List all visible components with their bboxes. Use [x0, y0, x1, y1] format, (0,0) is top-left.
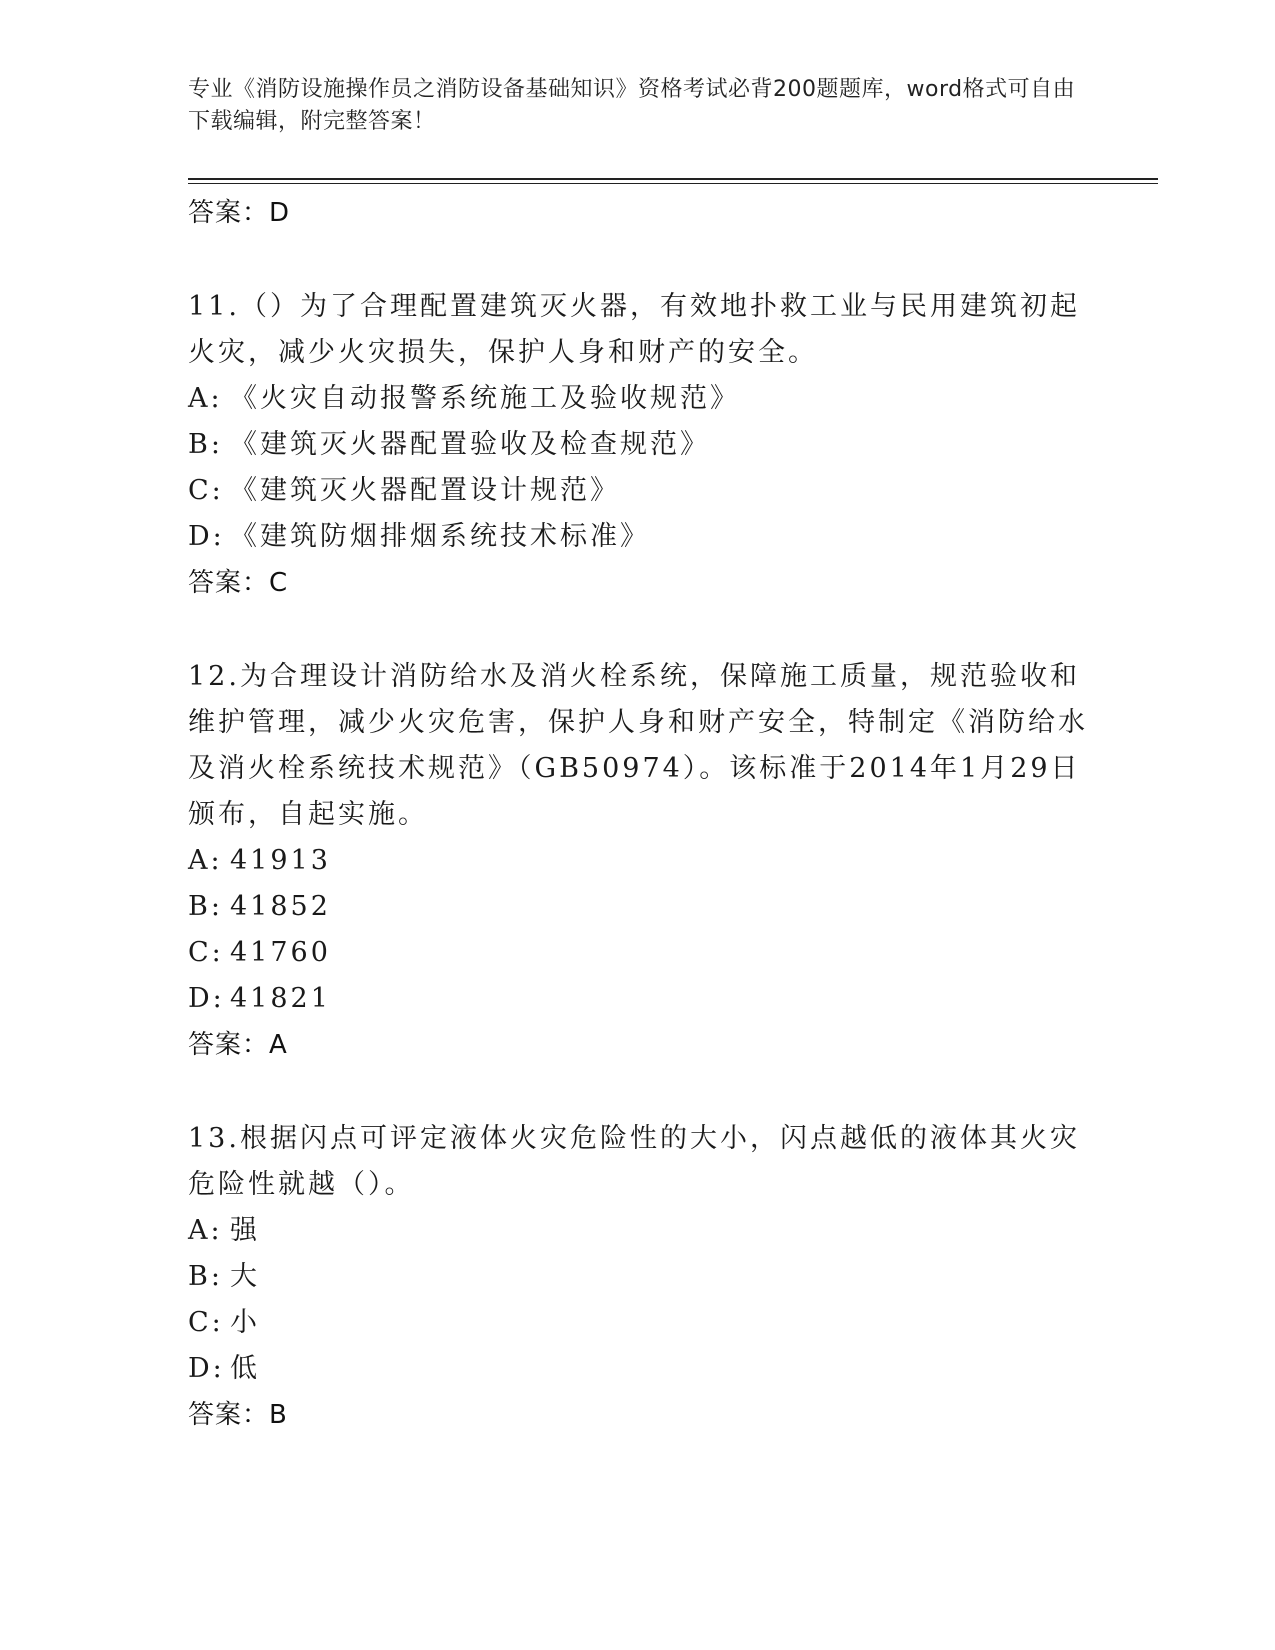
option-text: 《建筑灭火器配置设计规范》	[230, 475, 620, 506]
option-c	[188, 930, 1088, 976]
previous-answer: 答案：D	[188, 198, 291, 228]
option-a	[188, 376, 1088, 422]
question-text: 11.（）为了合理配置建筑灭火器，有效地扑救工业与民用建筑初起火灾，减少火灾损失，保护人身和财产的安全。	[188, 291, 1080, 368]
option-letter: C:	[188, 475, 224, 506]
question-11	[188, 284, 1088, 606]
option-b	[188, 1254, 1088, 1300]
option-letter: D:	[188, 521, 225, 552]
answer-line: 答案：C	[188, 568, 289, 598]
option-letter: A:	[188, 845, 223, 876]
option-letter: A:	[188, 1215, 223, 1246]
answer-line: 答案：B	[188, 1400, 288, 1430]
option-letter: C:	[188, 937, 224, 968]
option-a	[188, 838, 1088, 884]
option-a	[188, 1208, 1088, 1254]
option-b	[188, 422, 1088, 468]
option-text: 《建筑灭火器配置验收及检查规范》	[230, 429, 710, 460]
header-divider-thin	[188, 183, 1158, 184]
option-letter: B:	[188, 1261, 223, 1292]
document-header: 专业《消防设施操作员之消防设备基础知识》资格考试必背200题题库，word格式可自由下载编辑，附完整答案！	[188, 77, 1076, 134]
option-letter: C:	[188, 1307, 224, 1338]
option-c	[188, 468, 1088, 514]
option-letter: D:	[188, 1353, 225, 1384]
question-text: 12.为合理设计消防给水及消火栓系统，保障施工质量，规范验收和维护管理，减少火灾危害，保护人身和财产安全，特制定《消防给水及消火栓系统技术规范》（GB50974）。该标准于2014年1月29日颁布，自起实施。	[188, 661, 1088, 830]
option-text: 41852	[230, 891, 331, 922]
option-d	[188, 1346, 1088, 1392]
questions-content	[188, 190, 1088, 1438]
option-text: 《火灾自动报警系统施工及验收规范》	[230, 383, 740, 414]
answer-line: 答案：A	[188, 1030, 288, 1060]
option-text: 小	[230, 1307, 260, 1338]
option-text: 41913	[230, 845, 331, 876]
question-13	[188, 1116, 1088, 1438]
option-letter: B:	[188, 891, 223, 922]
question-12	[188, 654, 1088, 1068]
option-text: 大	[230, 1261, 260, 1292]
option-d	[188, 514, 1088, 560]
option-b	[188, 884, 1088, 930]
option-letter: D:	[188, 983, 225, 1014]
option-d	[188, 976, 1088, 1022]
header-divider-thick	[188, 178, 1158, 180]
option-text: 41760	[230, 937, 331, 968]
option-letter: B:	[188, 429, 223, 460]
option-letter: A:	[188, 383, 223, 414]
option-text: 《建筑防烟排烟系统技术标准》	[230, 521, 650, 552]
option-text: 强	[230, 1215, 260, 1246]
option-c	[188, 1300, 1088, 1346]
option-text: 41821	[230, 983, 331, 1014]
option-text: 低	[230, 1353, 260, 1384]
question-text: 13.根据闪点可评定液体火灾危险性的大小，闪点越低的液体其火灾危险性就越（）。	[188, 1123, 1080, 1200]
